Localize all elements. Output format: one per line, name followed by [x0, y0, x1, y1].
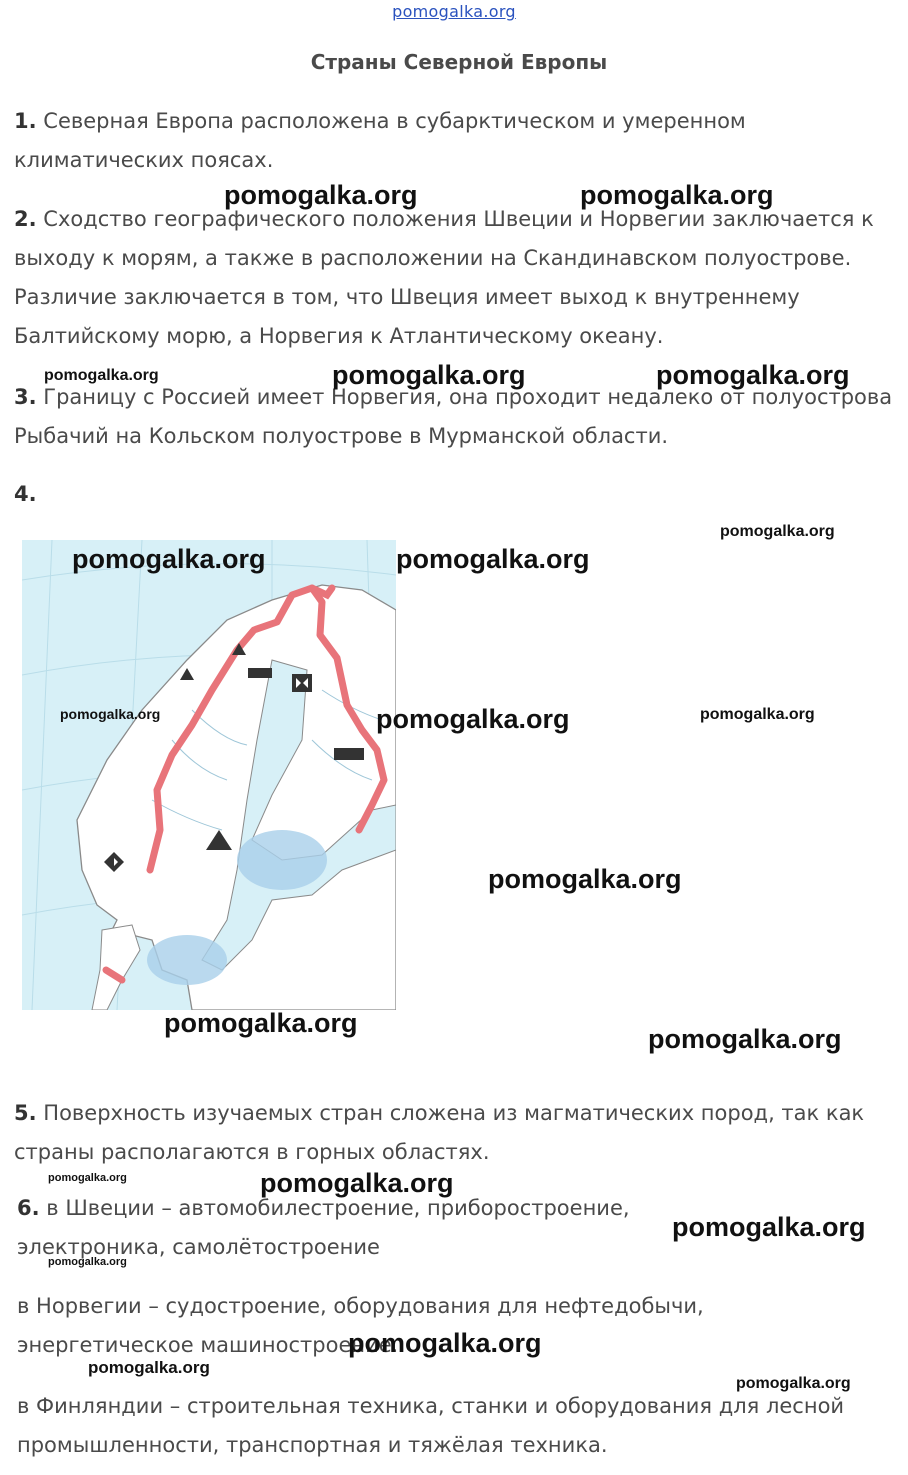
answer-text: Границу с Россией имеет Норвегия, она проходит недалеко от полуострова Рыбачий на Кольском полуострове в Мурманской области. [14, 385, 893, 448]
watermark: pomogalka.org [376, 704, 570, 734]
watermark: pomogalka.org [164, 1008, 358, 1038]
watermark: pomogalka.org [700, 706, 815, 723]
watermark: pomogalka.org [488, 864, 682, 894]
answer-6 [17, 1189, 777, 1267]
answer-text: Поверхность изучаемых стран сложена из магматических пород, так как страны располагаются в горных областях. [14, 1101, 865, 1164]
watermark: pomogalka.org [44, 367, 159, 384]
watermark: pomogalka.org [656, 360, 850, 390]
scandinavia-map [22, 540, 396, 1010]
watermark: pomogalka.org [60, 706, 161, 722]
watermark: pomogalka.org [580, 180, 774, 210]
watermark: pomogalka.org [332, 360, 526, 390]
site-link[interactable]: pomogalka.org [392, 2, 516, 21]
answer-6-norway: в Норвегии – судостроение, оборудования для нефтедобычи, энергетическое машиностроение. [17, 1294, 704, 1357]
watermark: pomogalka.org [348, 1328, 542, 1358]
answer-text: Северная Европа расположена в субарктическом и умеренном климатических поясах. [14, 109, 746, 172]
watermark: pomogalka.org [88, 1358, 210, 1377]
watermark: pomogalka.org [648, 1024, 842, 1054]
answer-number: 1. [14, 109, 37, 133]
watermark: pomogalka.org [48, 1256, 127, 1268]
watermark: pomogalka.org [672, 1212, 866, 1242]
answer-1 [14, 102, 899, 180]
answer-text: Сходство географического положения Швеции и Норвегии заключается к выходу к морям, а также в расположении на Скандинавском полуострове. Различие заключается в том, что Швеция имеет выход к внутреннему Балтийскому морю, а Норвегия к Атлантическому океану. [14, 207, 874, 348]
watermark: pomogalka.org [396, 544, 590, 574]
watermark: pomogalka.org [224, 180, 418, 210]
answer-number: 4. [14, 482, 37, 506]
answer-number: 3. [14, 385, 37, 409]
answer-2 [14, 200, 884, 356]
watermark: pomogalka.org [48, 1172, 127, 1184]
answer-5 [14, 1094, 904, 1172]
answer-6-finland: в Финляндии – строительная техника, станки и оборудования для лесной промышленности, транспортная и тяжёлая техника. [17, 1394, 845, 1457]
answer-number: 2. [14, 207, 37, 231]
watermark: pomogalka.org [720, 523, 835, 540]
watermark: pomogalka.org [260, 1168, 454, 1198]
watermark: pomogalka.org [736, 1375, 851, 1392]
watermark: pomogalka.org [72, 544, 266, 574]
page-title: Страны Северной Европы [310, 50, 608, 74]
answer-number: 6. [17, 1196, 40, 1220]
answer-text: в Швеции – автомобилестроение, приборостроение, электроника, самолётостроение [17, 1196, 630, 1259]
answer-4 [14, 475, 37, 514]
answer-number: 5. [14, 1101, 37, 1125]
